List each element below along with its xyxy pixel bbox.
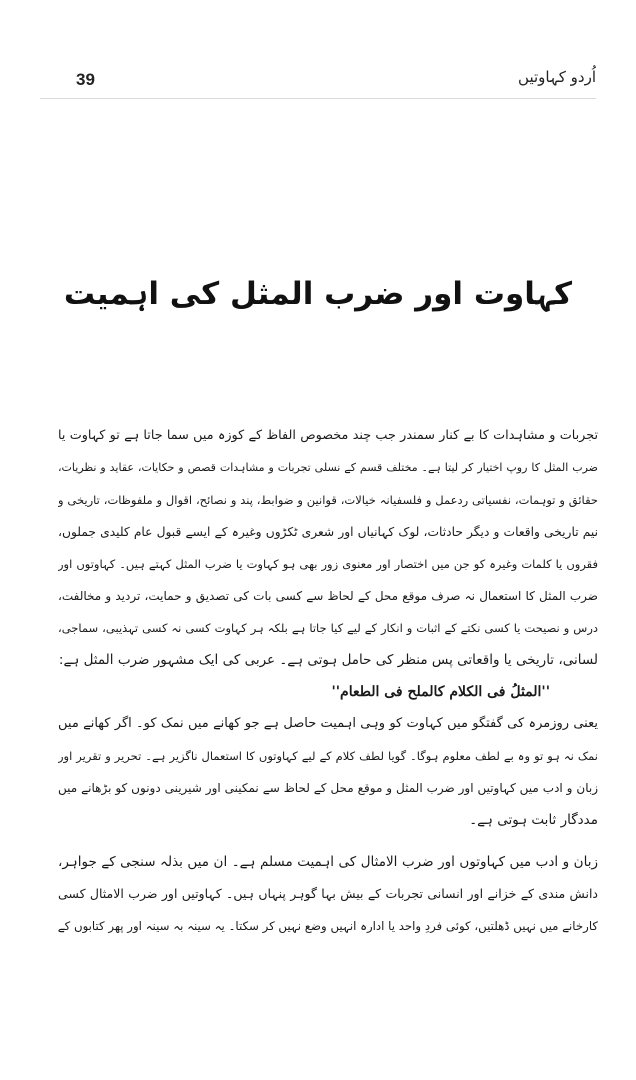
body-text bbox=[58, 420, 598, 942]
page-number: 39 bbox=[76, 70, 95, 89]
text-line: زبان و ادب میں کہاوتوں اور ضرب الامثال کی اہمیت مسلم ہے۔ ان میں بذلہ سنجی کے جواہر، bbox=[58, 854, 598, 870]
header-rule bbox=[40, 98, 596, 99]
text-line: کارخانے میں نہیں ڈھلتیں، کوئی فردِ واحد یا ادارہ انہیں وضع نہیں کر سکتا۔ یہ سینہ بہ سینہ اور پھر کتابوں کے bbox=[58, 919, 598, 933]
text-line: نیم تاریخی واقعات و دیگر حادثات، لوک کہانیاں اور شعری ٹکڑوں وغیرہ کے ایسے قبول عام کلیدی جملوں، bbox=[58, 525, 598, 539]
text-line: لسانی، تاریخی یا واقعاتی پس منظر کی حامل ہوتی ہے۔ عربی کی ایک مشہور ضرب المثل ہے: bbox=[58, 652, 598, 668]
text-line: دانش مندی کے خزانے اور انسانی تجربات کے بیش بہا گوہر پنہاں ہیں۔ کہاوتیں اور ضرب الامثال کسی bbox=[58, 886, 598, 901]
text-line: فقروں یا کلمات وغیرہ کو جن میں اختصار اور معنوی زور بھی ہو کہاوت یا ضرب المثل کہتے ہیں۔ کہاوتوں اور bbox=[58, 557, 598, 571]
text-line: زبان و ادب میں کہاوتیں اور ضرب المثل و موقع محل کے لحاظ سے نمکینی اور شیرینی دونوں کو بڑھانے میں bbox=[58, 781, 598, 795]
text-line: مددگار ثابت ہوتی ہے۔ bbox=[469, 812, 598, 828]
paragraph-3 bbox=[58, 846, 598, 942]
text-line: یعنی روزمرہ کی گفتگو میں کہاوت کو وہی اہمیت حاصل ہے جو کھانے میں نمک کو۔ اگر کھانے میں bbox=[58, 716, 598, 731]
text-line: تجربات و مشاہدات کا بے کنار سمندر جب چند مخصوص الفاظ کے کوزہ میں سما جاتا ہے تو کہاوت یا bbox=[58, 428, 598, 443]
chapter-title: کہاوت اور ضرب المثل کی اہمیت bbox=[63, 276, 573, 312]
text-line: نمک نہ ہو تو وہ بے لطف معلوم ہوگا۔ گویا لطف کلام کے لیے کہاوتوں کا استعمال ناگزیر ہے۔ تحریر و تقریر اور bbox=[58, 749, 598, 763]
text-line: ضرب المثل کا استعمال نہ صرف موقع محل کے لحاظ سے کسی بات کی تصدیق و حمایت، تردید و مخالفت، bbox=[58, 589, 598, 603]
running-head: اُردو کہاوتیں bbox=[518, 68, 596, 86]
text-line: درس و نصیحت یا کسی نکتے کے اثبات و انکار کے لیے کیا جاتا ہے بلکہ ہر کہاوت کسی نہ کسی تہذیبی، سماجی، bbox=[58, 621, 598, 635]
paragraph-2 bbox=[58, 708, 598, 836]
paragraph-1 bbox=[58, 420, 598, 708]
text-line: ضرب المثل کا روپ اختیار کر لیتا ہے۔ مختلف قسم کے نسلی تجربات و مشاہدات قصص و حکایات، عقاید و نظریات، bbox=[58, 461, 598, 474]
arabic-proverb-quote: ''المثلُ فی الکلام کالملح فی الطعام'' bbox=[331, 684, 550, 700]
paragraph-gap bbox=[58, 836, 598, 846]
text-line: حقائق و توہمات، نفسیاتی ردعمل و فلسفیانہ خیالات، قوانین و ضوابط، پند و نصائح، اقوال و ملفوظات، تاریخی و bbox=[58, 493, 598, 507]
